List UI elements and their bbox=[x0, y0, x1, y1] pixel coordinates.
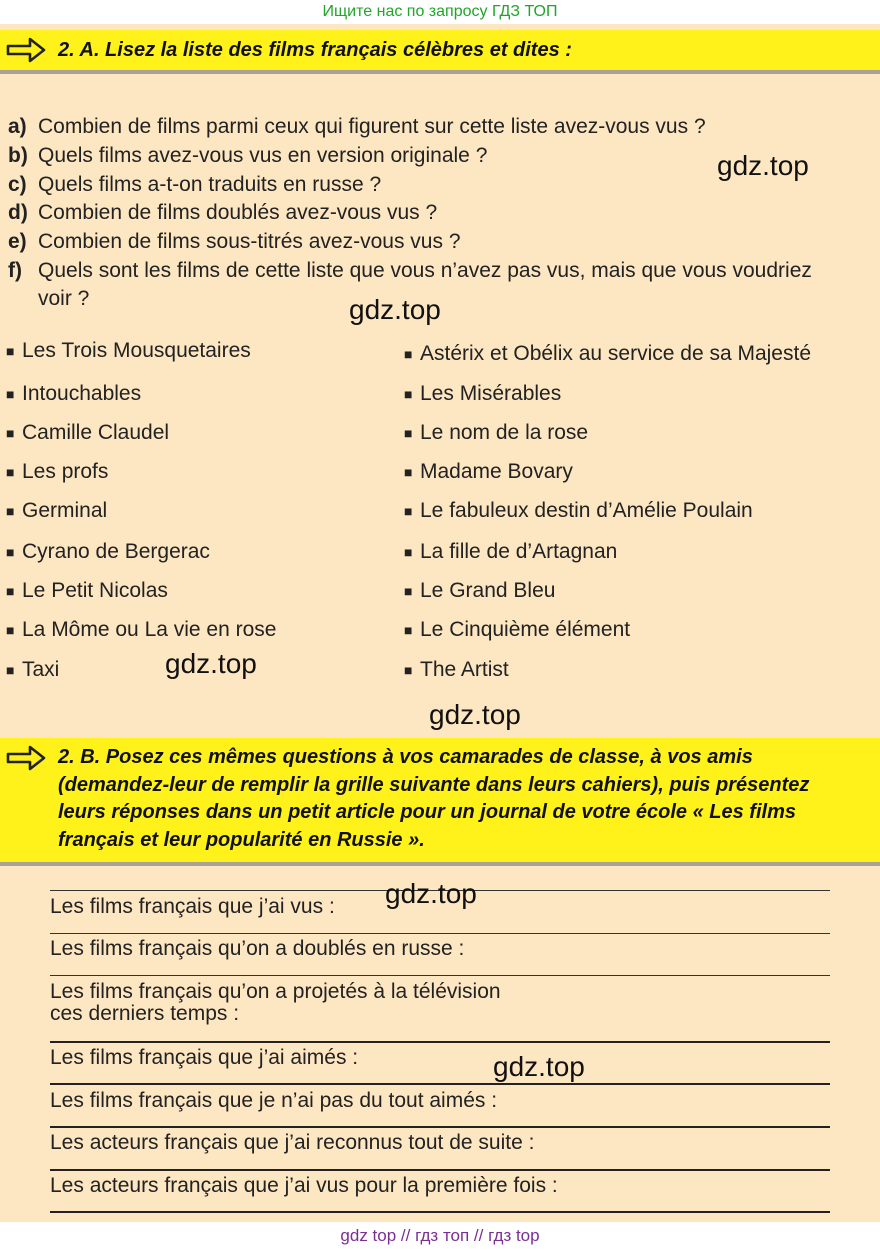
bullet-icon: ■ bbox=[404, 622, 413, 639]
film-title: Les Trois Mousquetaires bbox=[22, 339, 251, 362]
grid-divider bbox=[50, 1083, 830, 1085]
section-b-title: 2. B. Posez ces mêmes questions à vos camarades de classe, à vos amis (demandez-leur de remplir la grille suivante dans leurs cahiers), puis présentez leurs réponses dans un petit article pour un journal de votre école « Les films français et leur popularité en Russie ». bbox=[58, 746, 810, 851]
film-title: Astérix et Obélix au service de sa Majesté bbox=[420, 342, 812, 365]
watermark: gdz.top bbox=[717, 150, 809, 181]
grid-row: Les films français qu’on a projetés à la télévision ces derniers temps : bbox=[50, 980, 501, 1025]
film-title: La fille de d’Artagnan bbox=[420, 540, 618, 563]
question-text: Combien de films doublés avez-vous vus ? bbox=[38, 201, 438, 224]
grid-row: Les films français que j’ai vus : bbox=[50, 895, 335, 918]
film-title: Les Misérables bbox=[420, 382, 562, 405]
watermark: gdz.top bbox=[429, 699, 521, 730]
section-a-header bbox=[0, 30, 880, 74]
film-item bbox=[404, 656, 509, 684]
grid-divider bbox=[50, 975, 830, 976]
film-item bbox=[6, 577, 168, 605]
section-a-title: 2. A. Lisez la liste des films français célèbres et dites : bbox=[58, 39, 572, 61]
top-banner[interactable]: Ищите нас по запросу ГДЗ ТОП bbox=[0, 0, 880, 24]
question-text: Combien de films parmi ceux qui figurent sur cette liste avez-vous vus ? bbox=[38, 115, 706, 138]
textbook-page bbox=[0, 24, 880, 1222]
film-title: Le Cinquième élément bbox=[420, 618, 631, 641]
footer-links[interactable]: gdz top // гдз топ // гдз top bbox=[0, 1222, 880, 1250]
film-item bbox=[404, 577, 555, 605]
film-title: Le Petit Nicolas bbox=[22, 579, 168, 602]
grid-divider bbox=[50, 933, 830, 934]
arrow-right-icon bbox=[6, 744, 48, 772]
section-b-header bbox=[0, 738, 880, 866]
film-item bbox=[6, 337, 251, 365]
bullet-icon: ■ bbox=[6, 544, 15, 561]
film-title: Taxi bbox=[22, 658, 60, 681]
film-item bbox=[404, 458, 573, 486]
bullet-icon: ■ bbox=[6, 343, 15, 360]
question-letter: d) bbox=[8, 201, 28, 224]
bullet-icon: ■ bbox=[6, 662, 15, 679]
grid-divider bbox=[50, 1126, 830, 1128]
bullet-icon: ■ bbox=[404, 583, 413, 600]
film-item bbox=[6, 380, 141, 408]
grid-row: Les films français que je n’ai pas du tout aimés : bbox=[50, 1089, 498, 1112]
film-item bbox=[404, 380, 561, 408]
question-text: Combien de films sous-titrés avez-vous vus ? bbox=[38, 230, 461, 253]
bullet-icon: ■ bbox=[404, 662, 413, 679]
film-title: Le fabuleux destin d’Amélie Poulain bbox=[420, 499, 753, 522]
question-letter: c) bbox=[8, 173, 27, 196]
film-title: Cyrano de Bergerac bbox=[22, 540, 210, 563]
film-title: La Môme ou La vie en rose bbox=[22, 618, 277, 641]
grid-row: Les films français qu’on a doublés en russe : bbox=[50, 937, 465, 960]
bullet-icon: ■ bbox=[6, 583, 15, 600]
film-title: The Artist bbox=[420, 658, 509, 681]
bullet-icon: ■ bbox=[404, 464, 413, 481]
film-item bbox=[404, 419, 588, 447]
film-item bbox=[6, 616, 276, 644]
question-letter: f) bbox=[8, 259, 22, 282]
film-item bbox=[404, 538, 617, 566]
bullet-icon: ■ bbox=[6, 464, 15, 481]
bullet-icon: ■ bbox=[404, 346, 413, 363]
film-item bbox=[6, 656, 59, 684]
grid-row: Les films français que j’ai aimés : bbox=[50, 1046, 359, 1069]
bullet-icon: ■ bbox=[404, 425, 413, 442]
question-letter: b) bbox=[8, 144, 28, 167]
watermark: gdz.top bbox=[165, 648, 257, 679]
film-item bbox=[6, 419, 169, 447]
question-text: Quels films avez-vous vus en version originale ? bbox=[38, 144, 488, 167]
question-a bbox=[8, 113, 848, 141]
film-title: Le nom de la rose bbox=[420, 421, 589, 444]
film-title: Le Grand Bleu bbox=[420, 579, 556, 602]
bullet-icon: ■ bbox=[6, 503, 15, 520]
film-item bbox=[404, 616, 630, 644]
film-item bbox=[6, 458, 108, 486]
bullet-icon: ■ bbox=[6, 425, 15, 442]
question-e bbox=[8, 228, 848, 256]
film-title: Camille Claudel bbox=[22, 421, 170, 444]
film-item bbox=[404, 340, 811, 368]
grid-divider bbox=[50, 1211, 830, 1213]
watermark: gdz.top bbox=[349, 294, 441, 325]
bullet-icon: ■ bbox=[404, 503, 413, 520]
film-title: Intouchables bbox=[22, 382, 142, 405]
bullet-icon: ■ bbox=[404, 386, 413, 403]
film-item bbox=[6, 497, 107, 525]
question-text: Quels sont les films de cette liste que vous n’avez pas vus, mais que vous voudriez voir ? bbox=[38, 259, 812, 310]
bullet-icon: ■ bbox=[6, 622, 15, 639]
arrow-right-icon bbox=[6, 36, 48, 64]
grid-divider bbox=[50, 1041, 830, 1043]
question-d bbox=[8, 199, 848, 227]
film-item bbox=[6, 538, 210, 566]
watermark: gdz.top bbox=[385, 878, 477, 909]
grid-divider bbox=[50, 1169, 830, 1171]
question-letter: e) bbox=[8, 230, 27, 253]
watermark: gdz.top bbox=[493, 1051, 585, 1082]
bullet-icon: ■ bbox=[6, 386, 15, 403]
film-item bbox=[404, 497, 753, 525]
grid-row: Les acteurs français que j’ai vus pour la première fois : bbox=[50, 1174, 558, 1197]
bullet-icon: ■ bbox=[404, 544, 413, 561]
grid-row: Les acteurs français que j’ai reconnus tout de suite : bbox=[50, 1131, 535, 1154]
film-title: Germinal bbox=[22, 499, 108, 522]
question-letter: a) bbox=[8, 115, 27, 138]
question-text: Quels films a-t-on traduits en russe ? bbox=[38, 173, 382, 196]
film-title: Madame Bovary bbox=[420, 460, 573, 483]
film-title: Les profs bbox=[22, 460, 109, 483]
